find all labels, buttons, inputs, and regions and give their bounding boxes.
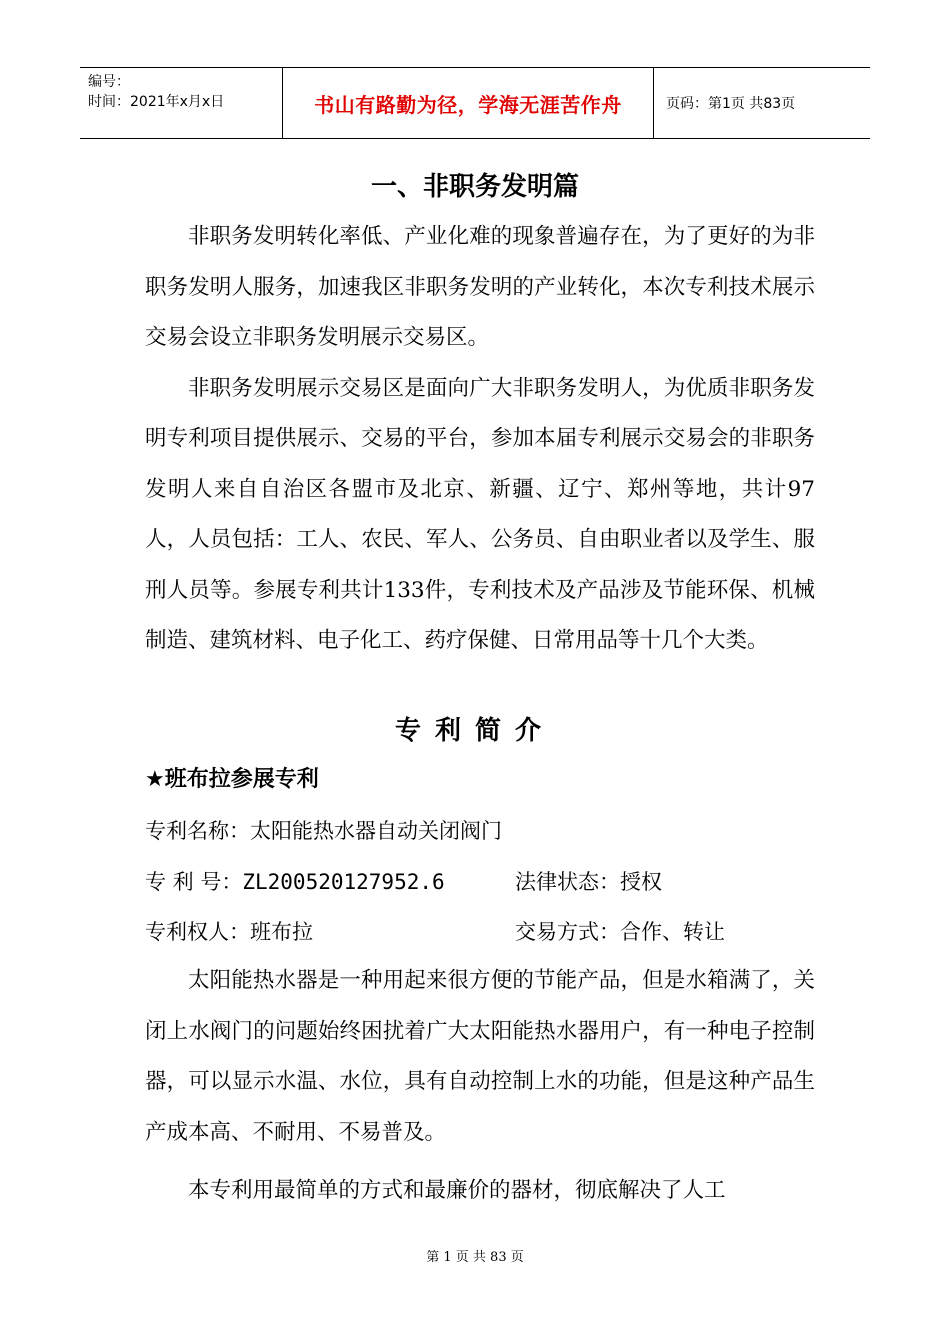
patent-owner-row: [145, 916, 825, 946]
trade-method-field: [515, 916, 725, 946]
patent-number-row: [145, 866, 825, 896]
patent-name-row: [145, 815, 825, 845]
header-page-number: 页码：第1页 共83页: [666, 96, 796, 112]
page-footer: 第 1 页 共 83 页: [426, 1250, 524, 1265]
patent-paragraph-1: 太阳能热水器是一种用起来很方便的节能产品，但是水箱满了，关闭上水阀门的问题始终困扰着广大太阳能热水器用户，有一种电子控制器，可以显示水温、水位，具有自动控制上水的功能，但是这种产品生产成本高、不耐用、不易普及。: [145, 968, 815, 1145]
intro-body: [145, 212, 815, 667]
legal-status-label: 法律状态：: [515, 870, 620, 894]
patent-owner-field: [145, 916, 313, 946]
patent-owner-label: 专利权人：: [145, 920, 250, 944]
legal-status-value: 授权: [620, 870, 662, 894]
document-number-label: 编号：: [88, 74, 130, 90]
patent-paragraph-2: 本专利用最简单的方式和最廉价的器材，彻底解决了人工: [188, 1178, 726, 1203]
intro-paragraph-2: 非职务发明展示交易区是面向广大非职务发明人，为优质非职务发明专利项目提供展示、交易的平台，参加本届专利展示交易会的非职务发明人来自自治区各盟市及北京、新疆、辽宁、郑州等地，共计97人，人员包括：工人、农民、军人、公务员、自由职业者以及学生、服刑人员等。参展专利共计133件，专利技术及产品涉及节能环保、机械制造、建筑材料、电子化工、药疗保健、日常用品等十几个大类。: [145, 375, 815, 653]
header-table: [80, 67, 870, 139]
patent-number-value: ZL200520127952.6: [242, 870, 445, 894]
subtitle: 专利简介: [394, 716, 555, 746]
patent-number-label: 专 利 号：: [145, 870, 243, 894]
trade-method-value: 合作、转让: [620, 920, 725, 944]
patent-number-field: [145, 866, 445, 896]
patent-name-label: 专利名称：: [145, 819, 250, 843]
header-info-cell: [80, 68, 283, 138]
legal-status-field: [515, 866, 662, 896]
page-title: 一、非职务发明篇: [370, 172, 579, 202]
intro-paragraph-1: 非职务发明转化率低、产业化难的现象普遍存在，为了更好的为非职务发明人服务，加速我区非职务发明的产业转化，本次专利技术展示交易会设立非职务发明展示交易区。: [145, 224, 815, 350]
patent-name-value: 太阳能热水器自动关闭阀门: [250, 819, 502, 843]
trade-method-label: 交易方式：: [515, 920, 620, 944]
document-date-label: 时间：2021年x月x日: [88, 94, 225, 110]
patent-owner-value: 班布拉: [250, 920, 313, 944]
patent-name-field: [145, 815, 502, 845]
header-motto: 书山有路勤为径，学海无涯苦作舟: [283, 68, 654, 138]
section-title: ★班布拉参展专利: [145, 767, 319, 792]
patent-body: [145, 956, 815, 1217]
